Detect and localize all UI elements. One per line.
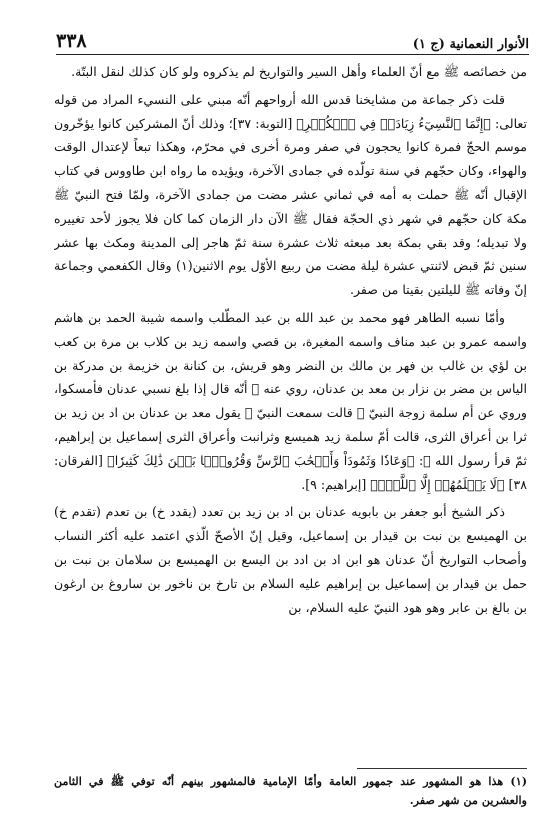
running-title: الأنوار النعمانية (ج ١) — [412, 37, 529, 52]
page-number: ٣٣٨ — [56, 30, 87, 52]
paragraph-lineage: وأمّا نسبه الطاهر فهو محمد بن عبد الله بن عبد المطّلب واسمه شيبة الحمد بن هاشم واسمه عمرو بن عبد مناف واسمه المغيرة، بن قصي واسمه زيد بن كلاب بن مرة بن كعب بن لؤي بن غالب بن فهر بن مالك بن النضر وهو قريش، بن كنانة بن خزيمة بن مدركة بن الياس بن مضر بن نزار بن معد بن عدنان، روي عنه ﷺ أنّه قال إذا بلغ نسبي عدنان فأمسكوا، وروي عن أم سلمة زوجة النبيّ ﷺ قالت سمعت النبيّ ﷺ يقول معد بن عدنان بن اد بن زيد بن ثرا بن أعراق الثرى، قالت أمّ سلمة زيد هميسع وثرانبت وأعراق الثرى إسماعيل بن إبراهيم، ثمّ قرأ رسول الله ﷺ: ﴿وَعَادٗا وَثَمُودَاْ وَأَصۡحَٰبَ ٱلرَّسِّ وَقُرُونَۢا بَيۡنَ ذَٰلِكَ كَثِيرٗا﴾ [الفرقان: ٣٨] ﴿لَا يَعۡلَمُهُمۡ إِلَّا ٱللَّهُۚ﴾ [إبراهيم: ٩]. — [54, 309, 527, 492]
paragraph-ibn-babawayh: ذكر الشيخ أبو جعفر بن بابويه عدنان بن اد بن زيد بن تعدد (يقدد خ) بن تعدم (تقدم خ) بن الهميسع بن نبت بن قيدار بن إسماعيل، وقيل إنّ الأصحّ الّذي اعتمد عليه أكثر النساب وأصحاب التواريخ أنّ عدنان هو ابن اد بن ادد بن اليسع بن الهميسع بن سلامان بن نبت بن حمل بن قيدار بن إسماعيل بن إبراهيم عليه السلام بن تارخ بن ناخور بن ساروغ بن ارغون بن بالغ بن عابر وهو هود النبيّ عليه السلام، بن — [54, 504, 527, 615]
page-body — [54, 60, 527, 765]
page-header — [56, 28, 529, 52]
paragraph-nasi: قلت ذكر جماعة من مشايخنا قدس الله أرواحهم أنّه مبني على النسيء المراد من قوله تعالى: ﴿إِنَّمَا ٱلنَّسِيٓءُ زِيَادَةٞ فِي ٱلۡكُفۡرِ﴾ [التوبة: ٣٧]؛ وذلك أنّ المشركين كانوا يؤخّرون موسم الحجّ فمرة كانوا يحجون في صفر ومرة أخرى في محرّم، وهكذا تبعاً لإعتدال الوقت والهواء، وكان حجّهم في سنة تولّده في جمادى الآخرة، ويؤيده ما رواه ابن طاووس في كتاب الإقبال أنّه ﷺ حملت به أمه في ثماني عشر مضت من جمادى الآخرة، ولمّا فتح النبيّ ﷺ مكة كان حجّهم في شهر ذي الحجّة فقال ﷺ الآن دار الزمان كما كان فلا يجوز لأحد تغييره ولا تبديله؛ وقد بقي بمكة بعد مبعثه ثلاث عشرة سنة ثمّ هاجر إلى المدينة ومكث بها عشر سنين ثمّ قبض لاثنتي عشرة ليلة مضت من ربيع الأوّل يوم الاثنين(١) وقال الكفعمي وجماعة إنّ وفاته ﷺ لليلتين بقيتا من صفر. — [54, 91, 527, 298]
paragraph-continuation: من خصائصه ﷺ مع أنّ العلماء وأهل السير والتواريخ لم يذكروه ولو كان كذلك لنقل البتّة. — [71, 64, 527, 79]
footnote: (١) هذا هو المشهور عند جمهور العامة وأمّا الإمامية فالمشهور بينهم أنّه توفي ﷺ في الثامن والعشرين من شهر صفر. — [54, 774, 527, 807]
header-divider — [56, 54, 529, 55]
footnote-divider — [357, 768, 527, 769]
